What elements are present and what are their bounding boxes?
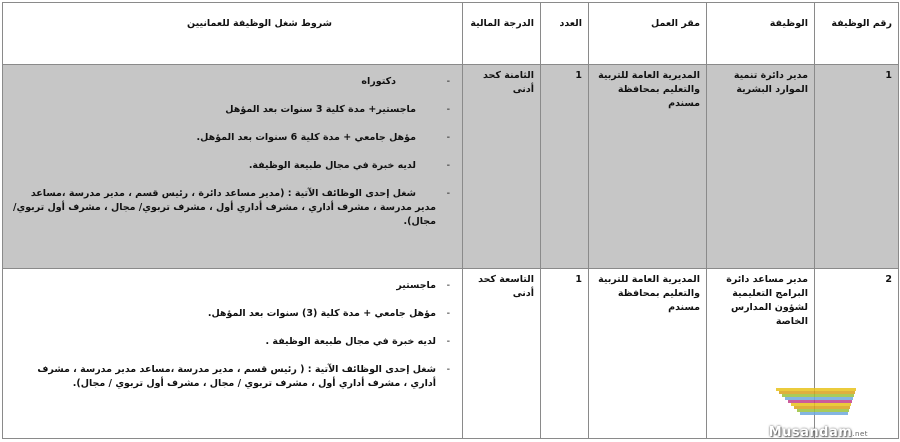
list-item: - ماجستير+ مدة كلية 3 سنوات بعد المؤهل [225, 104, 450, 115]
header-count: العدد [541, 3, 589, 65]
table-row [3, 269, 899, 439]
job-grade: الثامنة كحد أدنى [463, 65, 541, 269]
job-count: 1 [541, 65, 589, 269]
header-row [3, 3, 899, 65]
dash-bullet: - [446, 132, 450, 143]
list-item: - شغل إحدى الوظائف الآتية : ( رئيس قسم ، مدير مدرسة ،مساعد مدير مدرسة ، مشرف أداري ، مشرف أداري أول ، مشرف تربوي / مجال ، مشرف أول تربوي / مجال). [37, 364, 450, 389]
dash-bullet: - [446, 188, 450, 199]
job-number: 2 [815, 269, 899, 439]
job-count: 1 [541, 269, 589, 439]
work-location: المديرية العامة للتربية والتعليم بمحافظة مسندم [589, 269, 707, 439]
job-number: 1 [815, 65, 899, 269]
dash-bullet: - [446, 104, 450, 115]
list-item: - مؤهل جامعي + مدة كلية 6 سنوات بعد المؤهل. [196, 132, 450, 143]
job-conditions [3, 65, 463, 269]
header-job-number: رقم الوظيفة [815, 3, 899, 65]
dash-bullet: - [446, 308, 450, 319]
dash-bullet: - [446, 364, 450, 375]
list-item: - ماجستير [396, 280, 450, 291]
dash-bullet: - [446, 160, 450, 171]
list-item: - مؤهل جامعي + مدة كلية (3) سنوات بعد المؤهل. [207, 308, 450, 319]
list-item: - لديه خبرة في مجال طبيعة الوظيفة . [265, 336, 450, 347]
conditions-list [9, 75, 456, 229]
dash-bullet: - [446, 76, 450, 87]
table-row [3, 65, 899, 269]
header-grade: الدرجة المالية [463, 3, 541, 65]
watermark-text: Musandam.net [768, 425, 868, 440]
job-title: مدير دائرة تنمية الموارد البشرية [707, 65, 815, 269]
dash-bullet: - [446, 336, 450, 347]
list-item: - لديه خبرة في مجال طبيعة الوظيفة. [248, 160, 450, 171]
header-work-location: مقر العمل [589, 3, 707, 65]
job-conditions [3, 269, 463, 439]
job-title: مدير مساعد دائرة البرامج التعليمية لشؤون المدارس الخاصة [707, 269, 815, 439]
header-job-title: الوظيفة [707, 3, 815, 65]
list-item: - دكتوراه [361, 76, 450, 87]
job-grade: التاسعة كحد أدنى [463, 269, 541, 439]
list-item: - شغل إحدى الوظائف الآتية : (مدير مساعد دائرة ، رئيس قسم ، مدير مدرسة ،مساعد مدير مدرسة ، مشرف أداري ، مشرف أداري أول ، مشرف تربوي/ مجال ، مشرف أول تربوي/مجال). [13, 188, 450, 227]
dash-bullet: - [446, 280, 450, 291]
jobs-table [2, 2, 899, 439]
conditions-list [9, 279, 456, 391]
header-conditions: شروط شغل الوظيفة للعمانيين [3, 3, 463, 65]
work-location: المديرية العامة للتربية والتعليم بمحافظة مسندم [589, 65, 707, 269]
